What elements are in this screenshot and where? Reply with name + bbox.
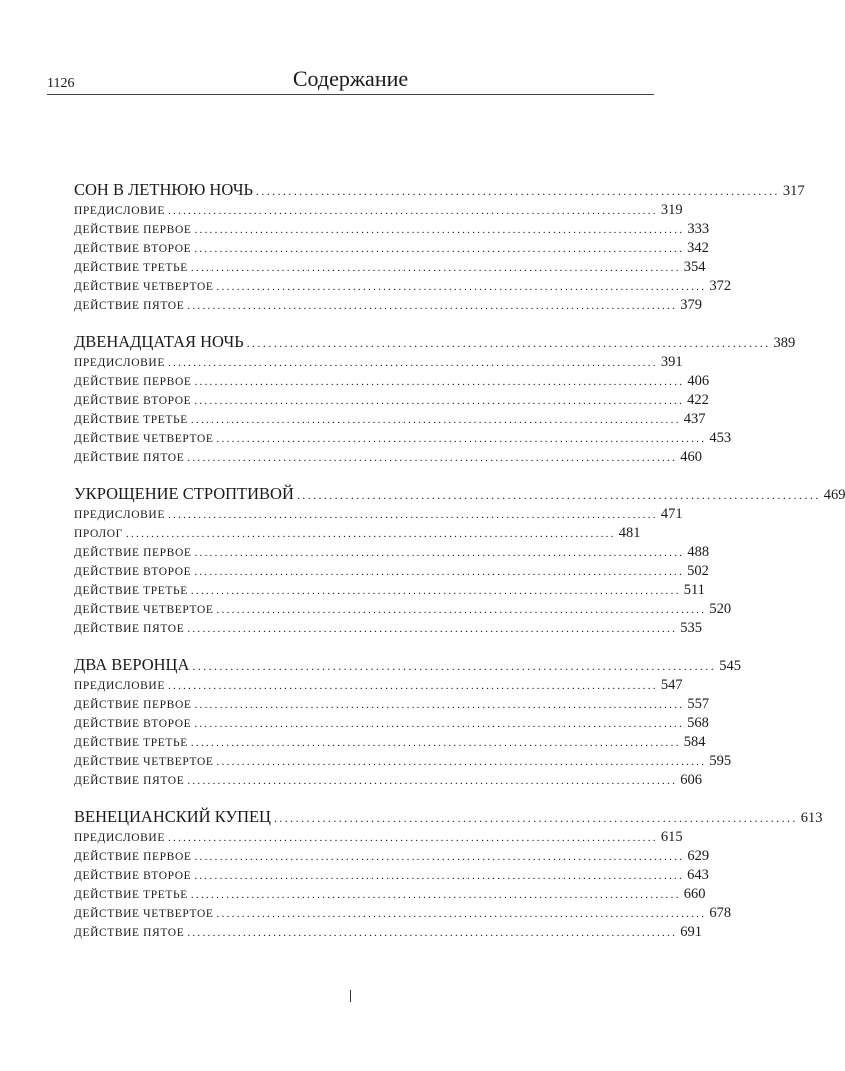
subsection-entry[interactable] [74, 353, 683, 372]
toc-section [74, 482, 845, 638]
entry-label: ДЕЙСТВИЕ ВТОРОЕ [74, 395, 192, 407]
entry-label: ДЕЙСТВИЕ ПЕРВОЕ [74, 699, 192, 711]
entry-page-number: 391 [660, 354, 683, 370]
entry-page-number: 469 [823, 487, 845, 503]
entry-label: ВЕНЕЦИАНСКИЙ КУПЕЦ [74, 807, 271, 826]
entry-page-number: 372 [709, 278, 732, 294]
dot-leader: ................................................................................................. [167, 205, 658, 217]
subsection-entry[interactable] [74, 562, 709, 581]
dot-leader: ................................................................................................. [187, 452, 678, 464]
dot-leader: ................................................................................................. [167, 509, 658, 521]
entry-page-number: 660 [683, 886, 706, 902]
entry-label: ДЕЙСТВИЕ ЧЕТВЕРТОЕ [74, 281, 214, 293]
dot-leader: ................................................................................................. [190, 414, 681, 426]
entry-page-number: 511 [683, 582, 705, 598]
dot-leader: ................................................................................................. [216, 756, 707, 768]
subsection-entry[interactable] [74, 277, 732, 296]
subsection-entry[interactable] [74, 676, 683, 695]
toc-section [74, 805, 823, 942]
entry-label: ДЕЙСТВИЕ ПЯТОЕ [74, 927, 185, 939]
entry-label: ДЕЙСТВИЕ ПЯТОЕ [74, 452, 185, 464]
entry-label: ПРЕДИСЛОВИЕ [74, 205, 165, 217]
entry-label: ДЕЙСТВИЕ ТРЕТЬЕ [74, 737, 188, 749]
subsection-entry[interactable] [74, 619, 702, 638]
dot-leader: ................................................................................................. [194, 699, 685, 711]
entry-label: ДЕЙСТВИЕ ЧЕТВЕРТОЕ [74, 433, 214, 445]
toc-section [74, 330, 796, 467]
entry-page-number: 606 [680, 772, 702, 788]
subsection-entry[interactable] [74, 372, 710, 391]
entry-page-number: 535 [680, 620, 702, 636]
entry-page-number: 545 [719, 658, 741, 674]
dot-leader: ................................................................................................. [256, 184, 780, 198]
subsection-entry[interactable] [74, 239, 709, 258]
subsection-entry[interactable] [74, 391, 709, 410]
dot-leader: ................................................................................................. [194, 243, 685, 255]
dot-leader: ................................................................................................. [125, 528, 616, 540]
dot-leader: ................................................................................................. [194, 547, 685, 559]
entry-page-number: 520 [709, 601, 732, 617]
entry-label: ДЕЙСТВИЕ ВТОРОЕ [74, 870, 192, 882]
subsection-entry[interactable] [74, 220, 710, 239]
subsection-entry[interactable] [74, 885, 706, 904]
dot-leader: ................................................................................................. [194, 395, 685, 407]
entry-page-number: 317 [782, 183, 805, 199]
dot-leader: ................................................................................................. [194, 224, 685, 236]
play-entry[interactable] [74, 805, 823, 828]
subsection-entry[interactable] [74, 524, 641, 543]
dot-leader: ................................................................................................. [167, 832, 658, 844]
dot-leader: ................................................................................................. [194, 718, 685, 730]
dot-leader: ................................................................................................. [187, 623, 678, 635]
subsection-entry[interactable] [74, 714, 709, 733]
entry-label: ДЕЙСТВИЕ ПЯТОЕ [74, 775, 185, 787]
subsection-entry[interactable] [74, 752, 732, 771]
dot-leader: ................................................................................................. [216, 281, 707, 293]
entry-page-number: 691 [680, 924, 702, 940]
subsection-entry[interactable] [74, 695, 710, 714]
entry-page-number: 568 [687, 715, 709, 731]
entry-page-number: 319 [660, 202, 683, 218]
subsection-entry[interactable] [74, 866, 709, 885]
entry-label: ДЕЙСТВИЕ ТРЕТЬЕ [74, 889, 188, 901]
entry-page-number: 488 [687, 544, 710, 560]
entry-label: ДЕЙСТВИЕ ТРЕТЬЕ [74, 585, 188, 597]
entry-label: ПРЕДИСЛОВИЕ [74, 357, 165, 369]
entry-label: СОН В ЛЕТНЮЮ НОЧЬ [74, 180, 254, 199]
entry-page-number: 629 [687, 848, 710, 864]
entry-label: ДЕЙСТВИЕ ТРЕТЬЕ [74, 414, 188, 426]
entry-label: ДВЕНАДЦАТАЯ НОЧЬ [74, 332, 244, 351]
entry-label: ДЕЙСТВИЕ ВТОРОЕ [74, 243, 192, 255]
entry-page-number: 481 [618, 525, 641, 541]
dot-leader: ................................................................................................. [246, 336, 771, 350]
dot-leader: ................................................................................................. [296, 488, 821, 502]
entry-page-number: 678 [709, 905, 732, 921]
entry-page-number: 595 [709, 753, 732, 769]
subsection-entry[interactable] [74, 923, 702, 942]
dot-leader: ................................................................................................. [216, 604, 707, 616]
entry-label: ДЕЙСТВИЕ ПЕРВОЕ [74, 851, 192, 863]
subsection-entry[interactable] [74, 201, 683, 220]
entry-label: УКРОЩЕНИЕ СТРОПТИВОЙ [74, 484, 294, 503]
entry-page-number: 502 [687, 563, 709, 579]
dot-leader: ................................................................................................. [194, 376, 685, 388]
dot-leader: ................................................................................................. [167, 357, 658, 369]
subsection-entry[interactable] [74, 600, 732, 619]
play-entry[interactable] [74, 482, 845, 505]
entry-label: ПРЕДИСЛОВИЕ [74, 680, 165, 692]
entry-page-number: 342 [687, 240, 709, 256]
page-number: 1126 [47, 76, 75, 91]
play-entry[interactable] [74, 330, 796, 353]
subsection-entry[interactable] [74, 904, 732, 923]
subsection-entry[interactable] [74, 429, 732, 448]
dot-leader: ................................................................................................. [190, 262, 681, 274]
dot-leader: ................................................................................................. [187, 300, 678, 312]
dot-leader: ................................................................................................. [187, 927, 678, 939]
entry-page-number: 422 [687, 392, 709, 408]
entry-label: ДЕЙСТВИЕ ТРЕТЬЕ [74, 262, 188, 274]
dot-leader: ................................................................................................. [190, 585, 681, 597]
entry-label: ДЕЙСТВИЕ ЧЕТВЕРТОЕ [74, 604, 214, 616]
dot-leader: ................................................................................................. [194, 566, 685, 578]
dot-leader: ................................................................................................. [194, 870, 685, 882]
dot-leader: ................................................................................................. [167, 680, 658, 692]
entry-label: ДЕЙСТВИЕ ПЕРВОЕ [74, 547, 192, 559]
entry-page-number: 613 [800, 810, 823, 826]
dot-leader: ................................................................................................. [190, 889, 681, 901]
entry-page-number: 379 [680, 297, 702, 313]
subsection-entry[interactable] [74, 258, 706, 277]
entry-label: ДЕЙСТВИЕ ПЕРВОЕ [74, 376, 192, 388]
entry-label: ДЕЙСТВИЕ ПЯТОЕ [74, 300, 185, 312]
subsection-entry[interactable] [74, 847, 710, 866]
dot-leader: ................................................................................................. [192, 659, 717, 673]
entry-label: ДЕЙСТВИЕ ВТОРОЕ [74, 566, 192, 578]
entry-label: ДЕЙСТВИЕ ЧЕТВЕРТОЕ [74, 756, 214, 768]
entry-label: ПРЕДИСЛОВИЕ [74, 509, 165, 521]
entry-page-number: 437 [683, 411, 706, 427]
subsection-entry[interactable] [74, 505, 683, 524]
entry-page-number: 471 [660, 506, 683, 522]
running-header [47, 64, 654, 95]
subsection-entry[interactable] [74, 410, 706, 429]
play-entry[interactable] [74, 653, 741, 676]
entry-page-number: 460 [680, 449, 702, 465]
entry-page-number: 615 [660, 829, 683, 845]
subsection-entry[interactable] [74, 828, 683, 847]
entry-label: ДЕЙСТВИЕ ПЕРВОЕ [74, 224, 192, 236]
entry-page-number: 389 [773, 335, 796, 351]
entry-page-number: 354 [683, 259, 706, 275]
toc-section [74, 178, 805, 315]
subsection-entry[interactable] [74, 581, 705, 600]
dot-leader: ................................................................................................. [194, 851, 685, 863]
subsection-entry[interactable] [74, 771, 702, 790]
entry-label: ПРОЛОГ [74, 528, 123, 540]
footer-mark [350, 990, 351, 1002]
entry-label: ДЕЙСТВИЕ ВТОРОЕ [74, 718, 192, 730]
toc-section [74, 653, 741, 790]
entry-page-number: 333 [687, 221, 710, 237]
subsection-entry[interactable] [74, 733, 706, 752]
subsection-entry[interactable] [74, 296, 702, 315]
dot-leader: ................................................................................................. [190, 737, 681, 749]
entry-label: ДВА ВЕРОНЦА [74, 655, 190, 674]
entry-page-number: 547 [660, 677, 683, 693]
play-entry[interactable] [74, 178, 805, 201]
entry-page-number: 643 [687, 867, 709, 883]
entry-label: ДЕЙСТВИЕ ЧЕТВЕРТОЕ [74, 908, 214, 920]
dot-leader: ................................................................................................. [216, 433, 707, 445]
page-title: Содержание [292, 66, 409, 91]
dot-leader: ................................................................................................. [187, 775, 678, 787]
entry-page-number: 557 [687, 696, 710, 712]
entry-page-number: 406 [687, 373, 710, 389]
subsection-entry[interactable] [74, 543, 710, 562]
subsection-entry[interactable] [74, 448, 702, 467]
entry-page-number: 584 [683, 734, 706, 750]
entry-label: ДЕЙСТВИЕ ПЯТОЕ [74, 623, 185, 635]
dot-leader: ................................................................................................. [273, 811, 798, 825]
dot-leader: ................................................................................................. [216, 908, 707, 920]
entry-label: ПРЕДИСЛОВИЕ [74, 832, 165, 844]
entry-page-number: 453 [709, 430, 732, 446]
table-of-contents [74, 178, 845, 957]
